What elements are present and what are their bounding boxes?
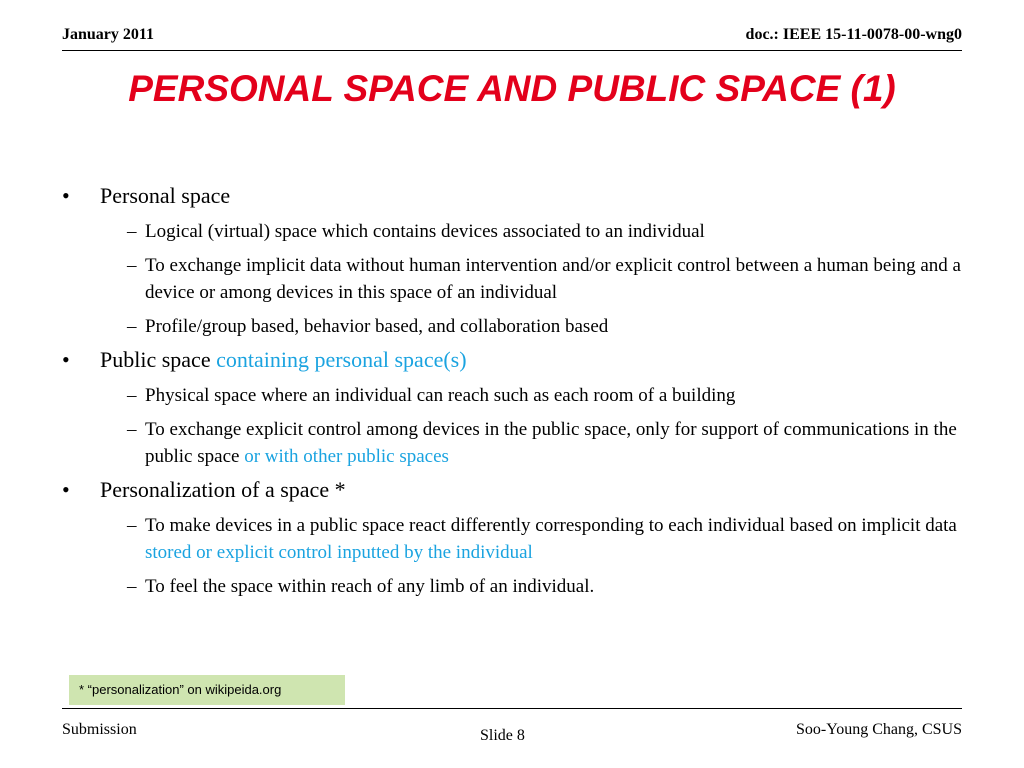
- bullet-marker: •: [62, 183, 70, 208]
- bullet-marker: •: [62, 477, 70, 502]
- sub-bullet: [62, 313, 962, 340]
- bullet-highlight-text: containing personal space(s): [216, 347, 467, 372]
- sub-bullet-text: Logical (virtual) space which contains devices associated to an individual: [145, 221, 705, 242]
- sub-bullet: [62, 512, 962, 566]
- sub-bullet: [62, 252, 962, 306]
- slide-number: Slide 8: [480, 727, 525, 744]
- sub-bullet-highlight-text: or with other public spaces: [244, 446, 449, 467]
- sub-bullet: [62, 573, 962, 600]
- dash-marker: –: [127, 419, 137, 440]
- dash-marker: –: [127, 576, 137, 597]
- dash-marker: –: [127, 221, 137, 242]
- header-doc-id: doc.: IEEE 15-11-0078-00-wng0: [745, 26, 962, 43]
- bullet-text: Public space: [100, 347, 217, 372]
- header-date: January 2011: [62, 26, 155, 43]
- sub-bullet: [62, 382, 962, 409]
- dash-marker: –: [127, 515, 137, 536]
- bullet-text: Personal space: [100, 183, 231, 208]
- header-divider: [62, 50, 962, 51]
- dash-marker: –: [127, 255, 137, 276]
- footnote-box: * “personalization” on wikipeida.org: [69, 675, 345, 705]
- sub-bullet: [62, 218, 962, 245]
- sub-bullet-text: To feel the space within reach of any limb of an individual.: [145, 576, 595, 597]
- sub-bullet: [62, 416, 962, 470]
- footer-divider: [62, 708, 962, 709]
- bullet-marker: •: [62, 347, 70, 372]
- sub-bullet-highlight-text: stored or explicit control inputted by the individual: [145, 542, 533, 563]
- bullet-personal-space: [62, 183, 962, 208]
- sub-bullet-text: Profile/group based, behavior based, and collaboration based: [145, 316, 609, 337]
- footer-submission: Submission: [62, 721, 137, 738]
- slide-body: [62, 183, 962, 607]
- dash-marker: –: [127, 385, 137, 406]
- bullet-text: Personalization of a space *: [100, 477, 346, 502]
- sub-bullet-text: To exchange explicit control among devices in the public space, only for support of communications in the public space: [145, 419, 957, 467]
- sub-bullet-text: To make devices in a public space react differently corresponding to each individual based on implicit data: [145, 515, 957, 536]
- footer-author: Soo-Young Chang, CSUS: [796, 721, 962, 738]
- dash-marker: –: [127, 316, 137, 337]
- bullet-public-space: [62, 347, 962, 372]
- slide-title: PERSONAL SPACE AND PUBLIC SPACE (1): [128, 68, 896, 109]
- sub-bullet-text: To exchange implicit data without human intervention and/or explicit control between a human being and a device or among devices in this space of an individual: [145, 255, 961, 303]
- sub-bullet-text: Physical space where an individual can reach such as each room of a building: [145, 385, 736, 406]
- bullet-personalization: [62, 477, 962, 502]
